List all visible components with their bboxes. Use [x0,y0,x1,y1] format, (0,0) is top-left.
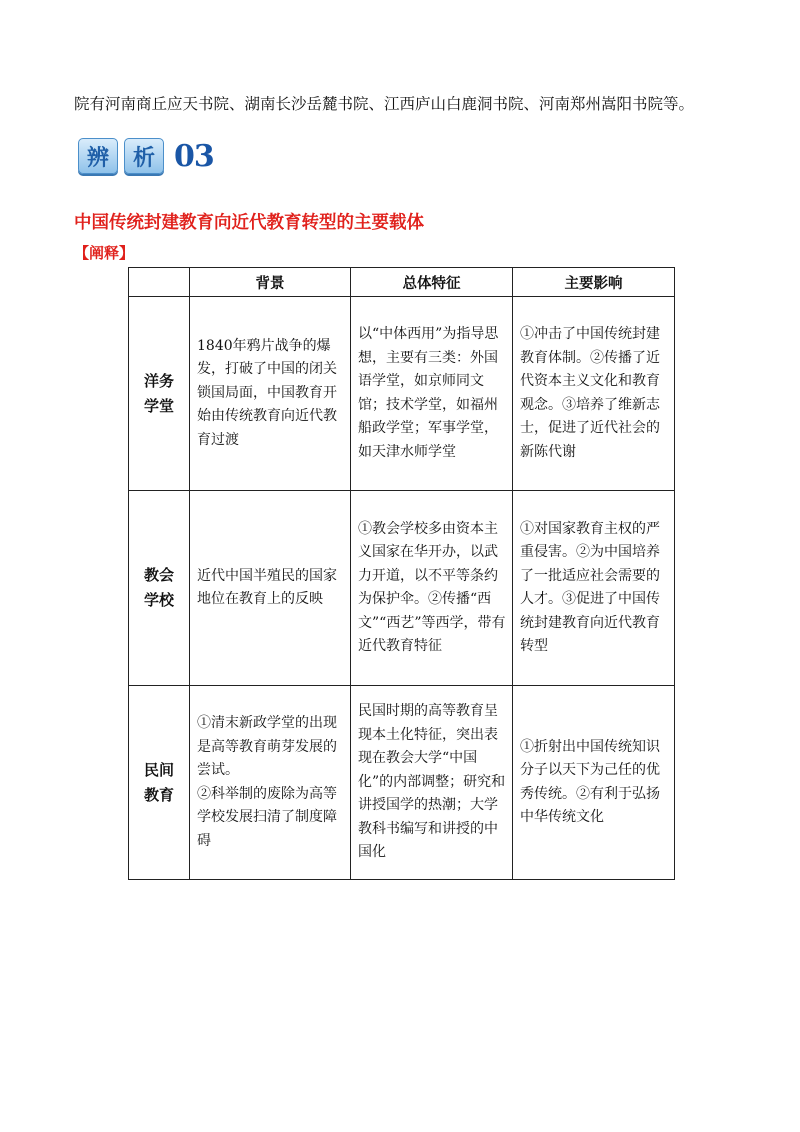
features-cell: 民国时期的高等教育呈现本土化特征，突出表现在教会大学“中国化”的内部调整；研究和讲授国学的热潮；大学教科书编写和讲授的中国化 [351,686,513,880]
features-cell: 以“中体西用”为指导思想，主要有三类：外国语学堂，如京师同文馆；技术学堂，如福州船政学堂；军事学堂，如天津水师学堂 [351,297,513,491]
badge-tile-2: 析 [124,138,164,174]
impact-cell: ①折射出中国传统知识分子以天下为己任的优秀传统。②有利于弘扬中华传统文化 [513,686,675,880]
header-empty [129,268,190,297]
header-features: 总体特征 [351,268,513,297]
header-background: 背景 [190,268,351,297]
background-cell: 近代中国半殖民的国家地位在教育上的反映 [190,491,351,686]
features-cell: ①教会学校多由资本主义国家在华开办，以武力开道，以不平等条约为保护伞。②传播“西文”“西艺”等西学，带有近代教育特征 [351,491,513,686]
background-line-2: ②科举制的废除为高等学校发展扫清了制度障碍 [197,785,337,849]
row-label: 洋务学堂 [143,371,174,415]
row-label-cell [129,297,190,491]
comparison-table [128,267,675,880]
row-label: 教会学校 [143,566,174,609]
background-line-1: ①清末新政学堂的出现是高等教育萌芽发展的尝试。 [197,715,337,778]
row-label-cell [129,491,190,686]
background-cell: 1840年鸦片战争的爆发，打破了中国的闭关锁国局面，中国教育开始由传统教育向近代教育过渡 [190,297,351,491]
badge-number: 03 [174,138,214,174]
impact-cell: ①冲击了中国传统封建教育体制。②传播了近代资本主义文化和教育观念。③培养了维新志士，促进了近代社会的新陈代谢 [513,297,675,491]
table-row [129,686,675,880]
table-row [129,491,675,686]
row-label: 民间教育 [143,760,174,804]
impact-cell: ①对国家教育主权的严重侵害。②为中国培养了一批适应社会需要的人才。③促进了中国传统封建教育向近代教育转型 [513,491,675,686]
table-row [129,297,675,491]
intro-paragraph: 院有河南商丘应天书院、湖南长沙岳麓书院、江西庐山白鹿洞书院、河南郑州嵩阳书院等。 [74,95,695,113]
header-impact: 主要影响 [513,268,675,297]
row-label-cell [129,686,190,880]
explain-label: 【阐释】 [74,244,135,262]
badge-tile-1: 辨 [78,138,118,174]
background-cell [190,686,351,880]
section-title: 中国传统封建教育向近代教育转型的主要载体 [74,213,424,233]
section-badge [78,136,214,176]
table-header-row [129,268,675,297]
